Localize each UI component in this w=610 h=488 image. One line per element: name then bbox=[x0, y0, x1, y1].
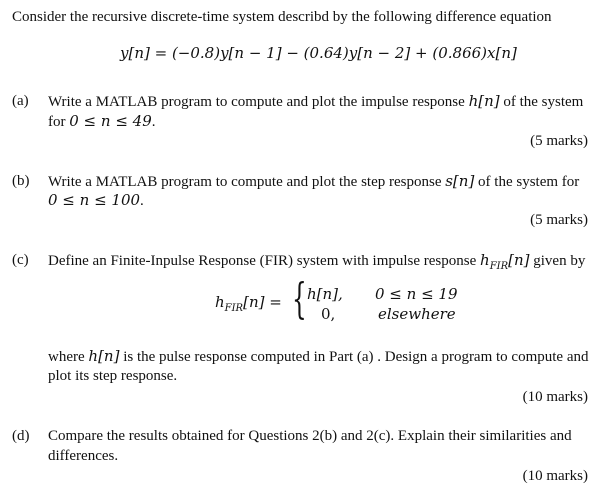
part-c-after-text: is the pulse response computed in Part (a) . Design a program to compute and bbox=[119, 349, 589, 365]
part-b-range: 0 ≤ n ≤ 100 bbox=[48, 191, 141, 209]
part-c-text: Define an Finite-Inpulse Response (FIR) system with impulse response bbox=[48, 253, 481, 269]
piecewise-lhs-sub: FIR bbox=[224, 303, 244, 314]
piecewise-row1-value: h[n], bbox=[307, 285, 343, 303]
piecewise-lhs-h: h bbox=[215, 293, 225, 311]
fir-piecewise-definition bbox=[215, 274, 475, 327]
part-b-line1 bbox=[48, 171, 579, 192]
part-d-marks: (10 marks) bbox=[522, 468, 588, 484]
piecewise-lhs-end: [n] = bbox=[243, 293, 282, 311]
piecewise-row1-condition: 0 ≤ n ≤ 19 bbox=[375, 285, 458, 303]
intro-text: Consider the recursive discrete-time system describd by the following difference equation bbox=[12, 9, 552, 25]
part-c-where: where bbox=[48, 349, 89, 365]
piecewise-row2-value: 0, bbox=[321, 305, 336, 323]
piecewise-row2-condition: elsewhere bbox=[378, 305, 456, 323]
part-c-after-line2: plot its step response. bbox=[48, 368, 178, 384]
part-b-line2 bbox=[48, 190, 144, 211]
part-b-period: . bbox=[140, 193, 144, 209]
part-c-math-n: [n] bbox=[508, 251, 530, 269]
part-b-text: Write a MATLAB program to compute and plot the step response bbox=[48, 174, 446, 190]
part-c-label: (c) bbox=[12, 252, 29, 268]
part-b-text-end: of the system for bbox=[474, 174, 580, 190]
part-a-label: (a) bbox=[12, 93, 29, 109]
part-a-period: . bbox=[151, 114, 156, 130]
part-d-line1: Compare the results obtained for Questions 2(b) and 2(c). Explain their similarities and bbox=[48, 428, 572, 444]
part-c-after-math-h: h[n] bbox=[88, 347, 120, 365]
difference-equation: y[n] = (−0.8)y[n − 1] − (0.64)y[n − 2] + (0.866)x[n] bbox=[120, 44, 517, 62]
part-c-math-sub: FIR bbox=[489, 261, 509, 272]
part-c-marks: (10 marks) bbox=[522, 389, 588, 405]
left-brace-icon: { bbox=[292, 274, 307, 323]
part-c-math-h: h bbox=[480, 251, 490, 269]
part-a-range: 0 ≤ n ≤ 49 bbox=[69, 112, 152, 130]
part-a-line2 bbox=[48, 111, 156, 132]
part-c-line1 bbox=[48, 250, 585, 277]
part-a-for: for bbox=[48, 114, 70, 130]
part-b-math-s: s[n] bbox=[445, 172, 475, 190]
part-a-marks: (5 marks) bbox=[530, 133, 588, 149]
part-c-after-line1 bbox=[48, 346, 589, 367]
part-a-text-end: of the system bbox=[499, 94, 584, 110]
part-d-line2: differences. bbox=[48, 448, 119, 464]
part-a-line1 bbox=[48, 91, 583, 112]
part-a-math-h: h[n] bbox=[468, 92, 500, 110]
part-b-marks: (5 marks) bbox=[530, 212, 588, 228]
part-b-label: (b) bbox=[12, 173, 30, 189]
part-d-label: (d) bbox=[12, 428, 30, 444]
piecewise-lhs bbox=[215, 293, 282, 314]
part-c-text-end: given by bbox=[529, 253, 586, 269]
part-a-text: Write a MATLAB program to compute and plot the impulse response bbox=[48, 94, 469, 110]
